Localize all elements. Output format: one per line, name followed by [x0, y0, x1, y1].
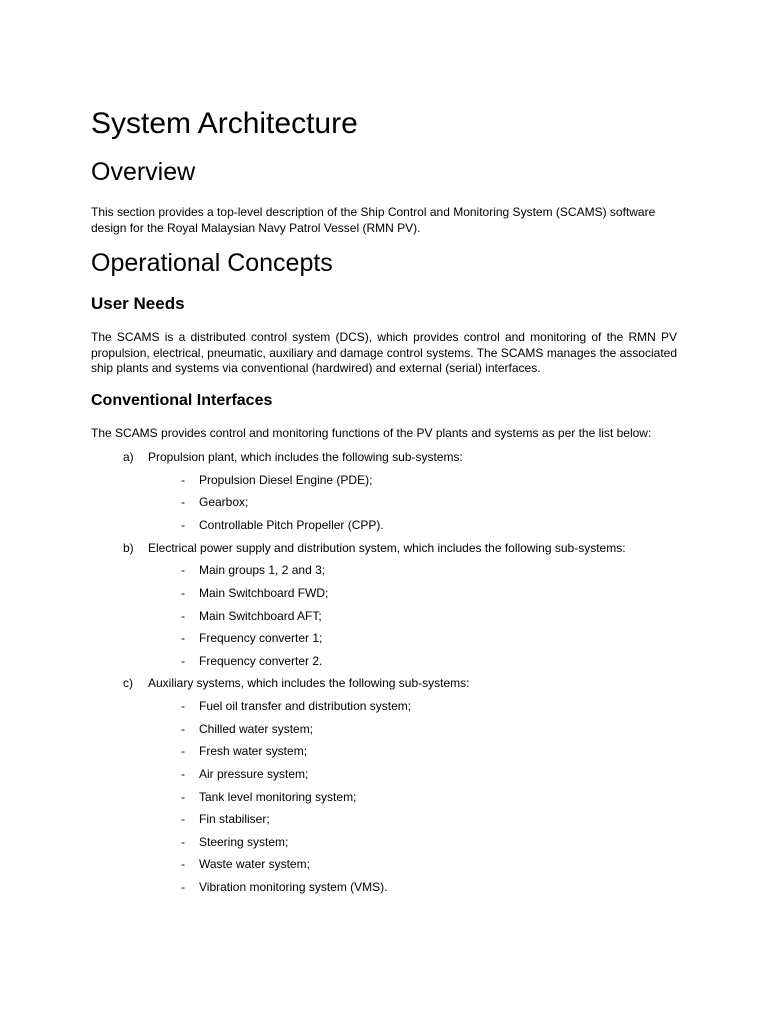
dash-bullet: - — [181, 790, 185, 804]
operational-concepts-heading: Operational Concepts — [91, 249, 333, 277]
dash-bullet: - — [181, 586, 185, 600]
sub-list-item-label: Gearbox; — [199, 495, 249, 509]
sub-list-item-label: Frequency converter 2. — [199, 654, 323, 668]
dash-bullet: - — [181, 699, 185, 713]
sub-list-item-label: Fresh water system; — [199, 744, 308, 758]
sub-list-item-label: Frequency converter 1; — [199, 631, 323, 645]
sub-list-item-label: Main Switchboard FWD; — [199, 586, 329, 600]
list-item-label: Auxiliary systems, which includes the following sub-systems: — [148, 676, 470, 690]
list-marker: c) — [123, 676, 133, 690]
sub-list-item-label: Main Switchboard AFT; — [199, 609, 322, 623]
list-item-label: Electrical power supply and distribution system, which includes the following sub-systems: — [148, 541, 626, 555]
sub-list-item-label: Tank level monitoring system; — [199, 790, 357, 804]
conventional-interfaces-heading: Conventional Interfaces — [91, 392, 273, 409]
sub-list-item-label: Chilled water system; — [199, 722, 314, 736]
dash-bullet: - — [181, 880, 185, 894]
page-title: System Architecture — [91, 107, 358, 140]
dash-bullet: - — [181, 857, 185, 871]
sub-list-item-label: Waste water system; — [199, 857, 310, 871]
user-needs-paragraph: The SCAMS is a distributed control system (DCS), which provides control and monitoring of the RMN PV propulsion, electrical, pneumatic, auxiliary and damage control systems. The SCAMS manages the associated ship plants and systems via conventional (hardwired) and external (serial) interfaces. — [91, 330, 677, 375]
sub-list-item-label: Fuel oil transfer and distribution system; — [199, 699, 412, 713]
sub-list-item-label: Propulsion Diesel Engine (PDE); — [199, 473, 373, 487]
dash-bullet: - — [181, 812, 185, 826]
sub-list-item-label: Vibration monitoring system (VMS). — [199, 880, 388, 894]
dash-bullet: - — [181, 654, 185, 668]
dash-bullet: - — [181, 473, 185, 487]
dash-bullet: - — [181, 631, 185, 645]
sub-list-item-label: Fin stabiliser; — [199, 812, 270, 826]
list-marker: a) — [123, 450, 134, 464]
sub-list-item-label: Air pressure system; — [199, 767, 309, 781]
dash-bullet: - — [181, 495, 185, 509]
sub-list-item-label: Steering system; — [199, 835, 289, 849]
dash-bullet: - — [181, 609, 185, 623]
dash-bullet: - — [181, 563, 185, 577]
user-needs-heading: User Needs — [91, 294, 185, 313]
list-marker: b) — [123, 541, 134, 555]
sub-list-item-label: Controllable Pitch Propeller (CPP). — [199, 518, 384, 532]
sub-list-item-label: Main groups 1, 2 and 3; — [199, 563, 326, 577]
dash-bullet: - — [181, 767, 185, 781]
overview-heading: Overview — [91, 158, 196, 186]
dash-bullet: - — [181, 722, 185, 736]
dash-bullet: - — [181, 835, 185, 849]
dash-bullet: - — [181, 518, 185, 532]
conventional-interfaces-intro: The SCAMS provides control and monitoring functions of the PV plants and systems as per the list below: — [91, 426, 652, 440]
overview-paragraph: This section provides a top-level description of the Ship Control and Monitoring System (SCAMS) software design for the Royal Malaysian Navy Patrol Vessel (RMN PV). — [91, 205, 656, 235]
dash-bullet: - — [181, 744, 185, 758]
list-item-label: Propulsion plant, which includes the following sub-systems: — [148, 450, 463, 464]
